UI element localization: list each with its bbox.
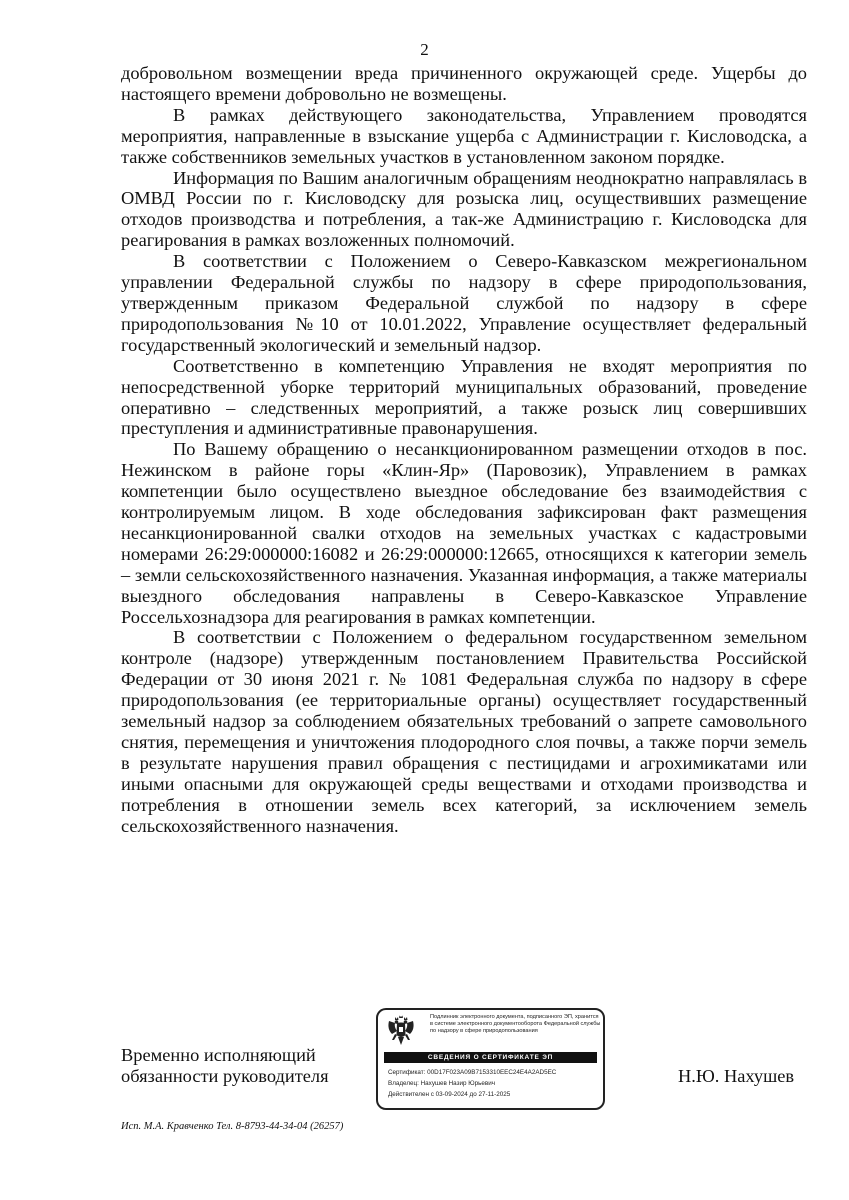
letter-body <box>121 63 807 837</box>
stamp-validity: Действителен с 03-09-2024 до 27-11-2025 <box>388 1091 511 1098</box>
paragraph: По Вашему обращению о несанкционированном размещении отходов в пос. Нежинском в районе горы «Клин-Яр» (Паровозик), Управлением в рамках компетенции было осуществлено выездное обследование без взаимодействия с контролируемым лицом. В ходе обследования зафиксирован факт размещения несанкционированной свалки отходов на земельных участках с кадастровыми номерами 26:29:000000:16082 и 26:29:000000:12665, относящихся к категории земель – земли сельскохозяйственного назначения. Указанная информация, а также материалы выездного обследования направлены в Северо-Кавказское Управление Россельхознадзора для реагирования в рамках компетенции. <box>121 439 807 627</box>
paragraph: В соответствии с Положением о федеральном государственном земельном контроле (надзоре) утвержденным постановлением Правительства Российской Федерации от 30 июня 2021 г. № 1081 Федеральная служба по надзору в сфере природопользования (ее территориальные органы) осуществляет государственный земельный надзор за соблюдением обязательных требований о запрете самовольного снятия, перемещения и уничтожения плодородного слоя почвы, а также порчи земель в результате нарушения правил обращения с пестицидами и агрохимикатами или иными опасными для окружающей среды веществами и отходами производства и потребления в отношении земель всех категорий, за исключением земель сельскохозяйственного назначения. <box>121 627 807 836</box>
stamp-certificate: Сертификат: 00D17F023A09B7153310EEC24E4A2AD5EC <box>388 1069 557 1076</box>
stamp-band: СВЕДЕНИЯ О СЕРТИФИКАТЕ ЭП <box>384 1052 597 1063</box>
stamp-notice: Подлинник электронного документа, подписанного ЭП, хранится в системе электронного документооборота Федеральной службы по надзору в сфере природопользования <box>430 1014 601 1034</box>
paragraph: Соответственно в компетенцию Управления не входят мероприятия по непосредственной уборке территорий муниципальных образований, проведение оперативно – следственных мероприятий, а также розыск лиц совершивших преступления и административные правонарушения. <box>121 355 807 439</box>
paragraph: добровольном возмещении вреда причиненного окружающей среде. Ущербы до настоящего времени добровольно не возмещены. <box>121 63 807 104</box>
paragraph: Информация по Вашим аналогичным обращениям неоднократно направлялась в ОМВД России по г. Кисловодску для розыска лиц, осуществивших размещение отходов производства и потребления, а так-же Администрацию г. Кисловодска для реагирования в рамках возложенных полномочий. <box>121 167 807 251</box>
electronic-signature-stamp <box>376 1008 605 1110</box>
executor-info: Исп. М.А. Кравченко Тел. 8-8793-44-34-04 (26257) <box>121 1121 344 1132</box>
stamp-details <box>388 1067 600 1100</box>
paragraph: В рамках действующего законодательства, Управлением проводятся мероприятия, направленные в взыскание ущерба с Администрации г. Кисловодска, а также собственников земельных участков в установленном законом порядке. <box>121 104 807 167</box>
signer-title-line-2: обязанности руководителя <box>121 1066 329 1086</box>
paragraph: В соответствии с Положением о Северо-Кавказском межрегиональном управлении Федеральной службы по надзору в сфере природопользования, утвержденным приказом Федеральной службой по надзору в сфере природопользования №10 от 10.01.2022, Управление осуществляет федеральный государственный экологический и земельный надзор. <box>121 251 807 355</box>
stamp-owner: Владелец: Нахушев Назир Юрьевич <box>388 1080 496 1087</box>
signer-title <box>121 1045 329 1087</box>
double-headed-eagle-icon <box>386 1015 416 1047</box>
signer-name: Н.Ю. Нахушев <box>678 1066 795 1086</box>
signer-title-line-1: Временно исполняющий <box>121 1045 316 1065</box>
page-number: 2 <box>420 40 429 59</box>
